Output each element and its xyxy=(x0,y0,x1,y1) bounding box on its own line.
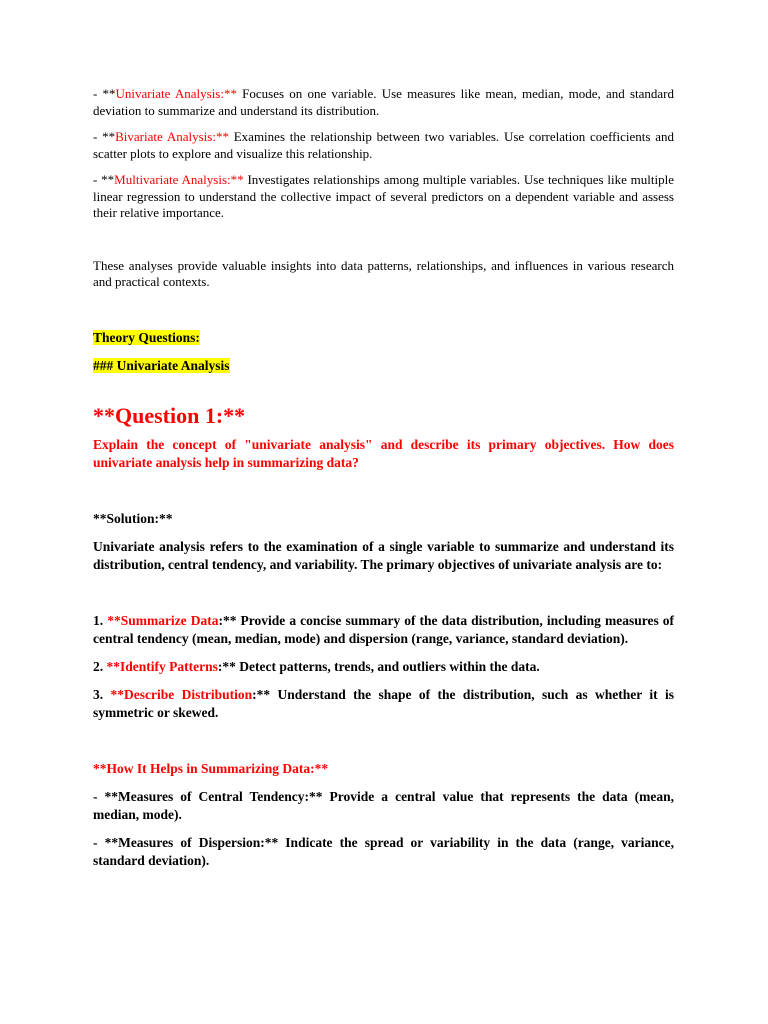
objective-1-text: :** Provide a concise summary of the data distribution, including measures of central tendency (mean, median, mode) and dispersion (range, variance, standard deviation). xyxy=(93,612,674,646)
objective-2-text: :** Detect patterns, trends, and outliers within the data. xyxy=(217,658,540,674)
objective-3-number: 3. xyxy=(93,686,111,702)
intro-multivariate xyxy=(93,172,674,222)
solution-text: Univariate analysis refers to the examination of a single variable to summarize and understand its distribution, central tendency, and variability. The primary objectives of univariate analysis are to: xyxy=(93,538,674,572)
section-heading-text: ### Univariate Analysis xyxy=(93,357,230,373)
objective-2 xyxy=(93,658,674,676)
intro-summary: These analyses provide valuable insights into data patterns, relationships, and influences in various research and practical contexts. xyxy=(93,257,674,289)
intro-bivariate-term: Bivariate Analysis:** xyxy=(115,129,229,144)
objective-2-number: 2. xyxy=(93,658,107,674)
theory-heading-text: Theory Questions: xyxy=(93,329,200,345)
objective-3 xyxy=(93,686,674,722)
helps-dispersion: - **Measures of Dispersion:** Indicate the spread or variability in the data (range, variance, standard deviation). xyxy=(93,834,674,868)
intro-univariate-term: Univariate Analysis:** xyxy=(115,86,237,101)
section-heading xyxy=(93,357,674,375)
helps-central-tendency: - **Measures of Central Tendency:** Provide a central value that represents the data (mean, median, mode). xyxy=(93,788,674,822)
question-title: **Question 1:** xyxy=(93,402,246,428)
objective-2-term: **Identify Patterns xyxy=(106,658,218,674)
helps-heading: **How It Helps in Summarizing Data:** xyxy=(93,760,329,776)
intro-bivariate-text: Examines the relationship between two variables. Use correlation coefficients and scatter plots to explore and visualize this relationship. xyxy=(93,129,674,161)
intro-multivariate-term: Multivariate Analysis:** xyxy=(114,172,244,187)
intro-univariate-text: Focuses on one variable. Use measures like mean, median, mode, and standard deviation to summarize and understand its distribution. xyxy=(93,86,674,118)
intro-multivariate-text: Investigates relationships among multiple variables. Use techniques like multiple linear regression to understand the collective impact of several predictors on a dependent variable and assess their relative importance. xyxy=(93,172,674,220)
document-page xyxy=(93,86,674,870)
intro-univariate xyxy=(93,86,674,119)
intro-bivariate xyxy=(93,129,674,162)
intro-univariate-prefix: - ** xyxy=(93,86,116,101)
objective-3-text: :** Understand the shape of the distribution, such as whether it is symmetric or skewed. xyxy=(93,686,674,720)
intro-bivariate-prefix: - ** xyxy=(93,129,116,144)
objective-1-term: **Summarize Data xyxy=(107,612,219,628)
objective-3-term: **Describe Distribution xyxy=(110,686,253,702)
intro-multivariate-prefix: - ** xyxy=(93,172,115,187)
objective-1-number: 1. xyxy=(93,612,108,628)
objective-1 xyxy=(93,612,674,648)
theory-heading xyxy=(93,329,674,347)
question-text: Explain the concept of "univariate analysis" and describe its primary objectives. How does univariate analysis help in summarizing data? xyxy=(93,436,674,470)
solution-label: **Solution:** xyxy=(93,510,173,526)
